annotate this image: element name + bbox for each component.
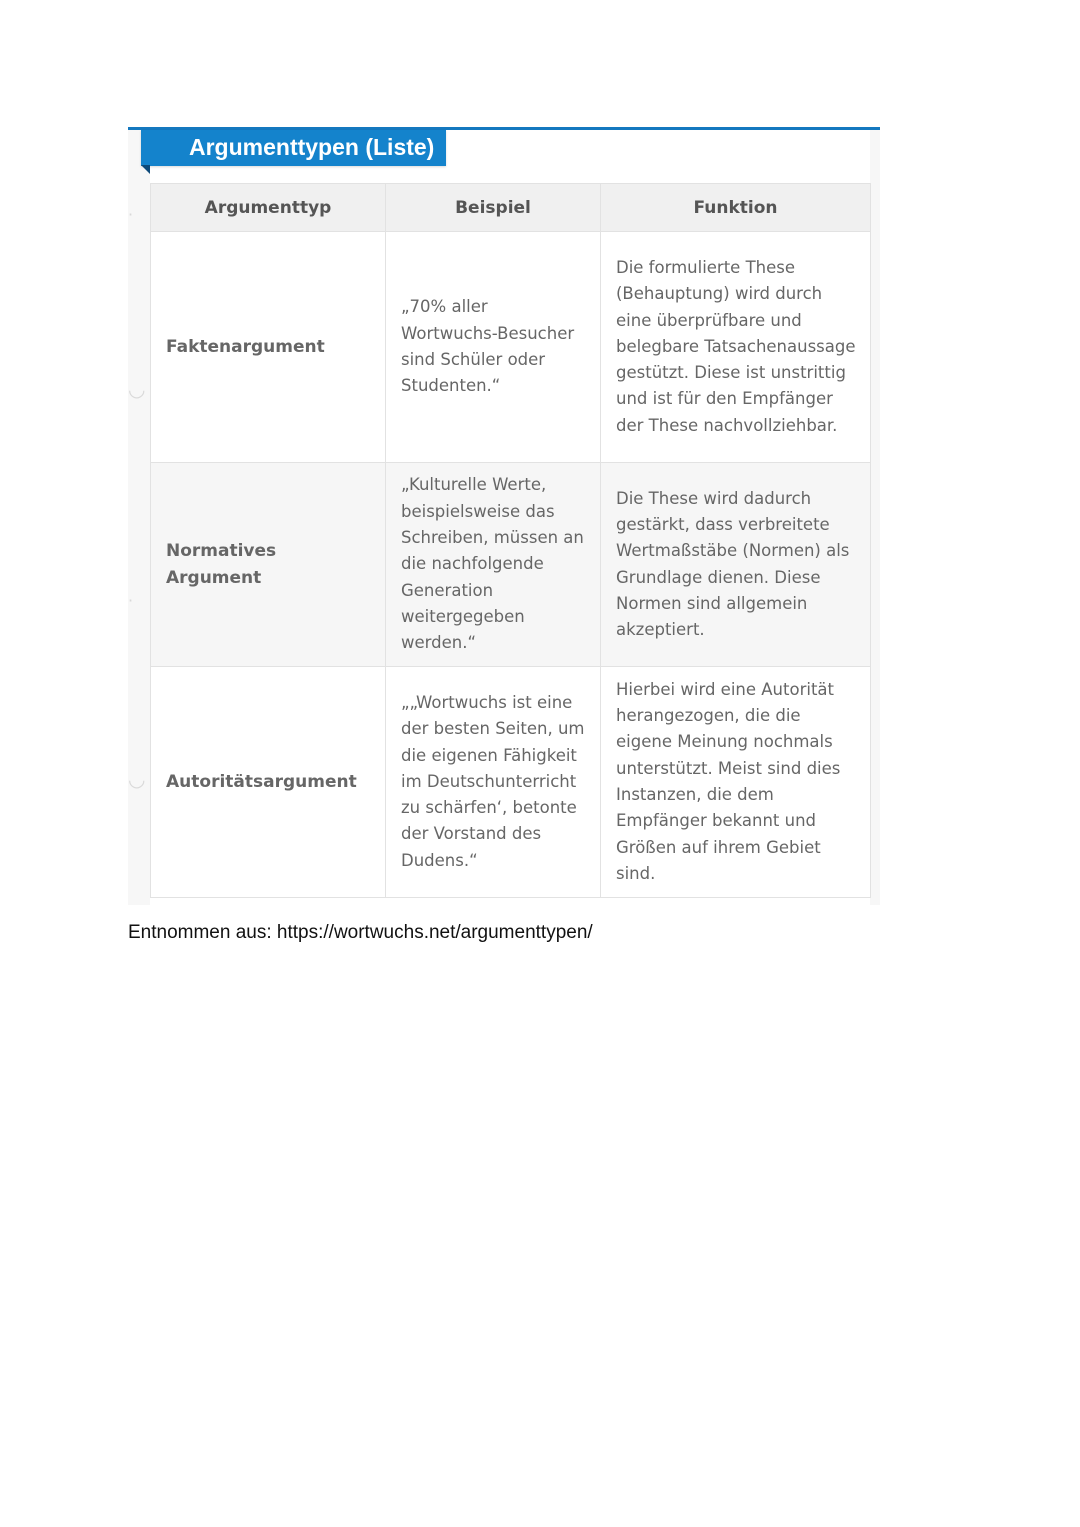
argument-type-link[interactable]: Autoritätsargument <box>151 667 386 898</box>
table-row <box>151 232 871 463</box>
example-cell: „„Wortwuchs ist eine der besten Seiten, um die eigenen Fähigkeit im Deutschunterricht zu schärfen‘, betonte der Vorstand des Dudens.“ <box>386 667 601 898</box>
banner-fold <box>141 165 150 174</box>
example-cell: „70% aller Wortwuchs-Besucher sind Schüler oder Studenten.“ <box>386 232 601 463</box>
argument-type-link[interactable]: Normatives Argument <box>151 463 386 667</box>
decorative-dot: · <box>128 591 134 610</box>
decorative-dot: · <box>128 205 134 224</box>
header-argumenttyp: Argumenttyp <box>151 184 386 232</box>
table-header-row <box>151 184 871 232</box>
source-citation: Entnommen aus: https://wortwuchs.net/argumenttypen/ <box>128 922 593 943</box>
header-funktion: Funktion <box>601 184 871 232</box>
example-cell: „Kulturelle Werte, beispielsweise das Schreiben, müssen an die nachfolgende Generation weitergegeben werden.“ <box>386 463 601 667</box>
header-beispiel: Beispiel <box>386 184 601 232</box>
argument-type-cell: Faktenargument <box>151 232 386 463</box>
table-row <box>151 667 871 898</box>
page-title: Argumenttypen (Liste) <box>141 130 446 166</box>
argument-types-table <box>150 183 871 898</box>
decorative-curve: ◡ <box>128 377 146 401</box>
function-cell: Hierbei wird eine Autorität herangezogen, die die eigene Meinung nochmals unterstützt. Meist sind dies Instanzen, die dem Empfänger bekannt und Größen auf ihrem Gebiet sind. <box>601 667 871 898</box>
function-cell: Die These wird dadurch gestärkt, dass verbreitete Wertmaßstäbe (Normen) als Grundlage dienen. Diese Normen sind allgemein akzeptiert. <box>601 463 871 667</box>
function-cell: Die formulierte These (Behauptung) wird durch eine überprüfbare und belegbare Tatsachenaussage gestützt. Diese ist unstrittig und ist für den Empfänger der These nachvollziehbar. <box>601 232 871 463</box>
table-row <box>151 463 871 667</box>
screenshot-argumenttypen <box>128 127 880 905</box>
decorative-curve: ◡ <box>128 767 146 791</box>
